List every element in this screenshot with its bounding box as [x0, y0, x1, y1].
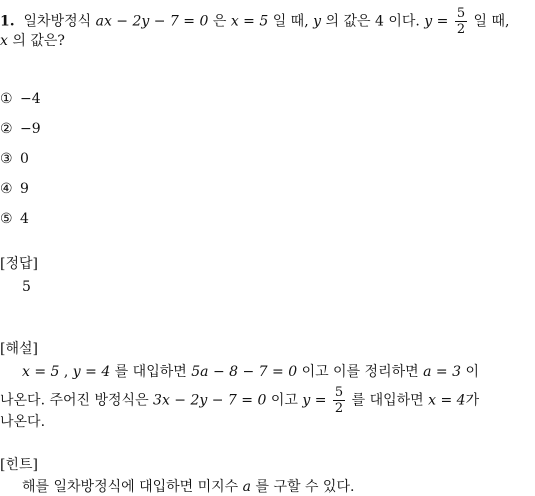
math: a [242, 479, 252, 495]
choice-4[interactable] [0, 180, 29, 198]
question-text: 일 때, [473, 13, 510, 30]
variable-x: x [0, 33, 8, 49]
hint-text [22, 478, 354, 496]
explanation-line-2 [0, 385, 479, 416]
choice-mark: ② [0, 121, 13, 137]
question-text: 일 때, [272, 13, 309, 30]
question-line-1 [0, 6, 510, 37]
fraction-denominator: 2 [456, 22, 466, 37]
fraction-numerator: 5 [456, 6, 466, 21]
choice-value: 4 [20, 211, 29, 227]
choice-value: −9 [20, 121, 41, 137]
choice-mark: ⑤ [0, 211, 13, 227]
question-text: 의 값은 4 이다. [325, 13, 420, 30]
question-line-2 [0, 32, 65, 50]
text: 이 [465, 364, 479, 380]
choice-value: −4 [20, 91, 41, 107]
choice-mark: ③ [0, 151, 13, 167]
choice-mark: ① [0, 91, 13, 107]
answer-value: 5 [22, 279, 31, 295]
condition-y: y = [424, 13, 449, 30]
math: x = 4 [428, 392, 466, 409]
text: 이고 [270, 392, 298, 409]
text: 를 대입하면 [114, 364, 187, 380]
math: 5a − 8 − 7 = 0 [191, 364, 298, 380]
text: 를 대입하면 [351, 392, 424, 409]
text: 나온다. 주어진 방정식은 [0, 392, 149, 409]
choice-2[interactable] [0, 120, 41, 138]
text: 이고 이를 정리하면 [301, 364, 419, 380]
explanation-line-3: 나온다. [0, 414, 46, 430]
choice-value: 9 [20, 181, 29, 197]
answer-label: [정답] [0, 256, 38, 272]
explanation-line-1 [22, 363, 479, 381]
variable-y: y [313, 13, 322, 30]
hint-label: [힌트] [0, 457, 38, 473]
math: y = 4 [72, 364, 111, 380]
fraction [455, 6, 467, 37]
text: 가 [465, 392, 480, 409]
equation: ax − 2y − 7 = 0 [95, 13, 209, 30]
question-number: 1. [0, 13, 15, 30]
question-text: 의 값은? [12, 33, 65, 49]
fraction-denominator: 2 [334, 401, 344, 416]
text: , [63, 364, 69, 380]
text: 를 구할 수 있다. [255, 479, 355, 495]
choice-mark: ④ [0, 181, 13, 197]
question-text: 일차방정식 [23, 13, 92, 30]
math: 3x − 2y − 7 = 0 [153, 392, 267, 409]
choice-1[interactable] [0, 90, 41, 108]
condition-x: x = 5 [230, 13, 269, 30]
fraction [333, 385, 345, 416]
choice-value: 0 [20, 151, 29, 167]
text: 해를 일차방정식에 대입하면 미지수 [22, 479, 239, 495]
choice-3[interactable] [0, 150, 29, 168]
math: x = 5 [22, 364, 60, 380]
explanation-label: [해설] [0, 341, 38, 357]
question-text: 은 [212, 13, 227, 30]
math: y = [302, 392, 327, 409]
choice-5[interactable] [0, 210, 29, 228]
math: a = 3 [423, 364, 461, 380]
fraction-numerator: 5 [334, 385, 344, 400]
